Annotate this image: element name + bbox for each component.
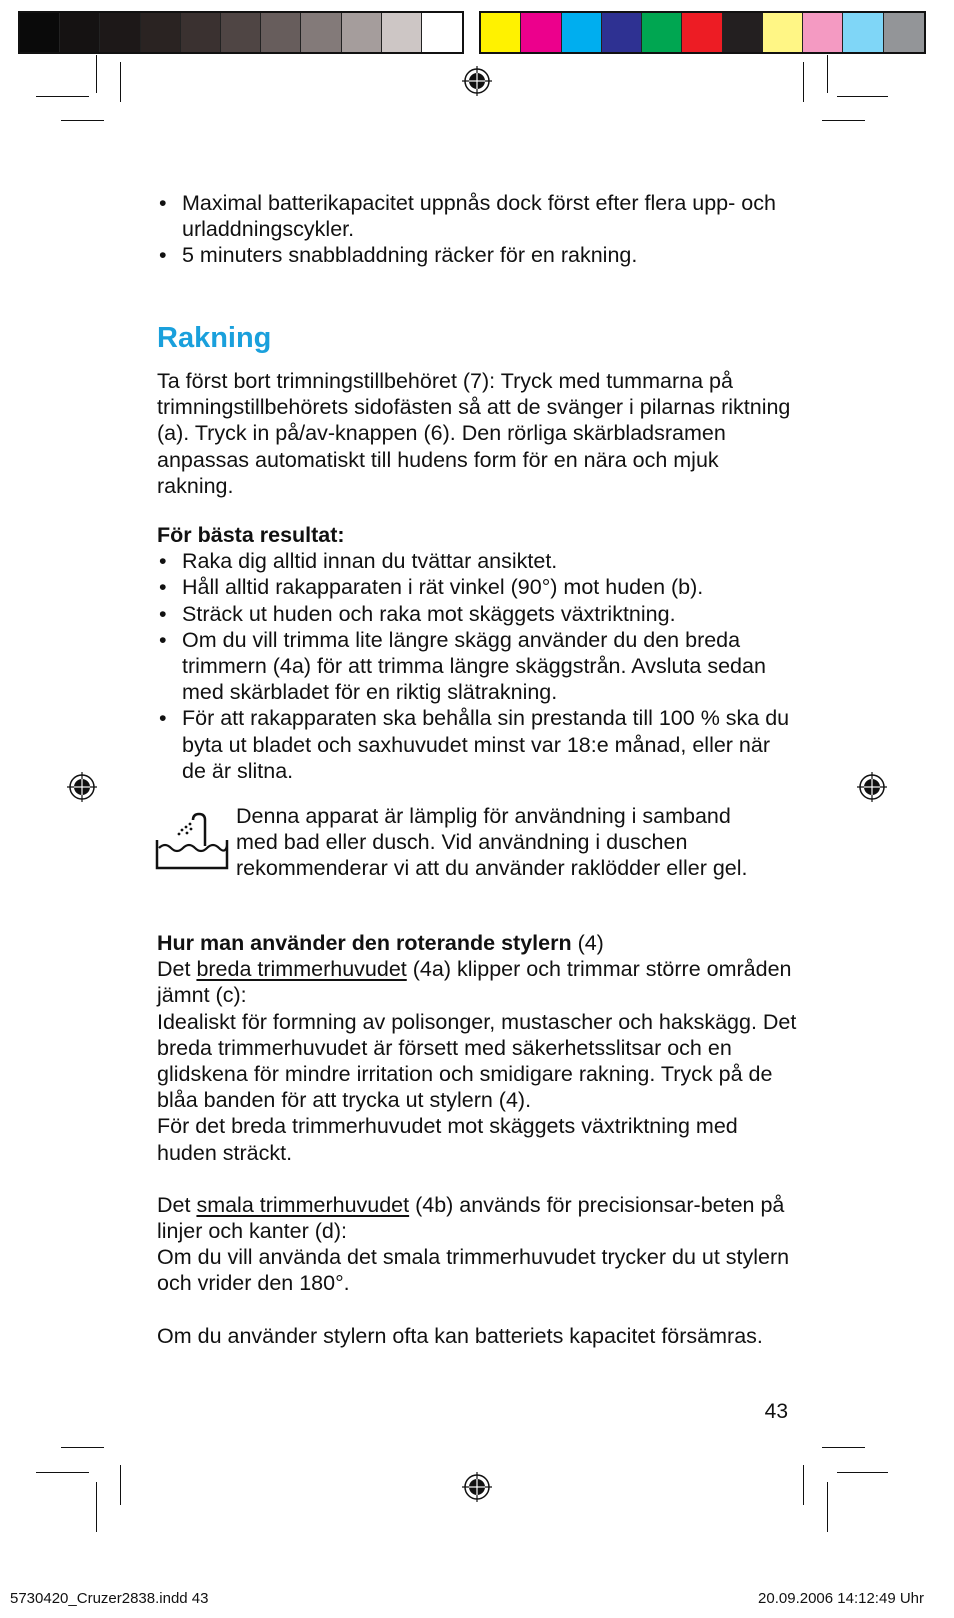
bath-note: Denna apparat är lämplig för användning i samband med bad eller dusch. Vid användning i duschen rekommenderar vi att du använder raklödder eller gel. — [236, 804, 748, 881]
color-swatch — [20, 13, 60, 52]
top-bullets — [157, 190, 797, 269]
registration-mark-icon — [67, 772, 97, 802]
color-swatch — [521, 13, 561, 52]
registration-mark-icon — [857, 772, 887, 802]
section-title: Rakning — [157, 322, 272, 354]
list-item: • Håll alltid rakapparaten i rät vinkel (90°) mot huden (b). — [157, 574, 797, 600]
narrow-pre: Det — [157, 1192, 197, 1217]
narrow-trimmer-body: Om du vill använda det smala trimmerhuvudet trycker du ut stylern och vrider den 180°. — [157, 1245, 790, 1296]
wide-trimmer-term: breda trimmerhuvudet — [196, 957, 407, 982]
styler-section — [157, 930, 797, 1349]
color-swatch — [682, 13, 722, 52]
page-number: 43 — [764, 1400, 788, 1423]
list-item: • Raka dig alltid innan du tvättar ansiktet. — [157, 548, 797, 574]
color-swatch — [60, 13, 100, 52]
intro-paragraph: Ta först bort trimningstillbehöret (7): Tryck med tummarna på trimningstillbehörets sidofästen så att de svänger i pilarnas riktning (a). Tryck in på/av-knappen (6). Den rörliga skärbladsramen anpassas automatiskt till hudens form för en nära och mjuk rakning. — [157, 369, 791, 498]
color-swatch — [382, 13, 422, 52]
color-swatch — [884, 13, 924, 52]
wide-trimmer-body: Idealiskt för formning av polisonger, mustascher och hakskägg. Det breda trimmerhuvudet är försett med säkerhetsslitsar och en glidskena för mindre irritation och smidigare rakning. Tryck på de blåa banden för att trycka ut stylern (4). — [157, 1009, 797, 1113]
color-swatch — [261, 13, 301, 52]
color-swatch — [221, 13, 261, 52]
wide-post: (4a) klipper och trimmar större områden jämnt (c): — [157, 957, 792, 1008]
color-swatch — [642, 13, 682, 52]
color-swatch — [342, 13, 382, 52]
narrow-trimmer-term: smala trimmerhuvudet — [196, 1192, 410, 1217]
color-swatch — [763, 13, 803, 52]
color-swatch — [803, 13, 843, 52]
color-swatch — [301, 13, 341, 52]
list-item: • Maximal batterikapacitet uppnås dock först efter flera upp- och urladdningscykler. — [157, 190, 797, 242]
color-swatch — [843, 13, 883, 52]
list-item: • Om du vill trimma lite längre skägg använder du den breda trimmern (4a) för att trimma längre skäggstrån. Avsluta sedan med skärbladet för en riktig slätrakning. — [157, 627, 797, 706]
color-calibration-bar — [479, 11, 926, 54]
best-results-block — [157, 522, 797, 784]
gray-calibration-bar — [18, 11, 464, 54]
narrow-trimmer-intro — [157, 1192, 797, 1244]
list-item: • För att rakapparaten ska behålla sin prestanda till 100 % ska du byta ut bladet och saxhuvudet minst var 18:e månad, eller när de är slitna. — [157, 705, 797, 784]
color-swatch — [141, 13, 181, 52]
color-swatch — [602, 13, 642, 52]
styler-heading: Hur man använder den roterande stylern — [157, 931, 572, 955]
wide-trimmer-body-2: För det breda trimmerhuvudet mot skäggets växtriktning med huden sträckt. — [157, 1114, 738, 1165]
styler-note: Om du använder stylern ofta kan batteriets kapacitet försämras. — [157, 1323, 763, 1348]
styler-heading-line — [157, 930, 797, 956]
best-results-heading: För bästa resultat: — [157, 523, 345, 547]
list-item: • Sträck ut huden och raka mot skäggets växtriktning. — [157, 601, 797, 627]
footer-timestamp: 20.09.2006 14:12:49 Uhr — [758, 1590, 924, 1607]
color-swatch — [562, 13, 602, 52]
color-swatch — [481, 13, 521, 52]
styler-heading-ref: (4) — [571, 931, 604, 955]
narrow-post: (4b) används för precisionsar-beten på linjer och kanter (d): — [157, 1192, 785, 1244]
registration-mark-icon — [462, 1472, 492, 1502]
color-swatch — [422, 13, 462, 52]
footer-file: 5730420_Cruzer2838.indd 43 — [10, 1590, 209, 1607]
wide-pre: Det — [157, 957, 197, 982]
color-swatch — [100, 13, 140, 52]
bath-shower-icon — [155, 812, 229, 870]
color-swatch — [181, 13, 221, 52]
color-swatch — [723, 13, 763, 52]
list-item: • 5 minuters snabbladdning räcker för en rakning. — [157, 242, 797, 268]
registration-mark-icon — [462, 66, 492, 96]
wide-trimmer-intro — [157, 956, 797, 1008]
